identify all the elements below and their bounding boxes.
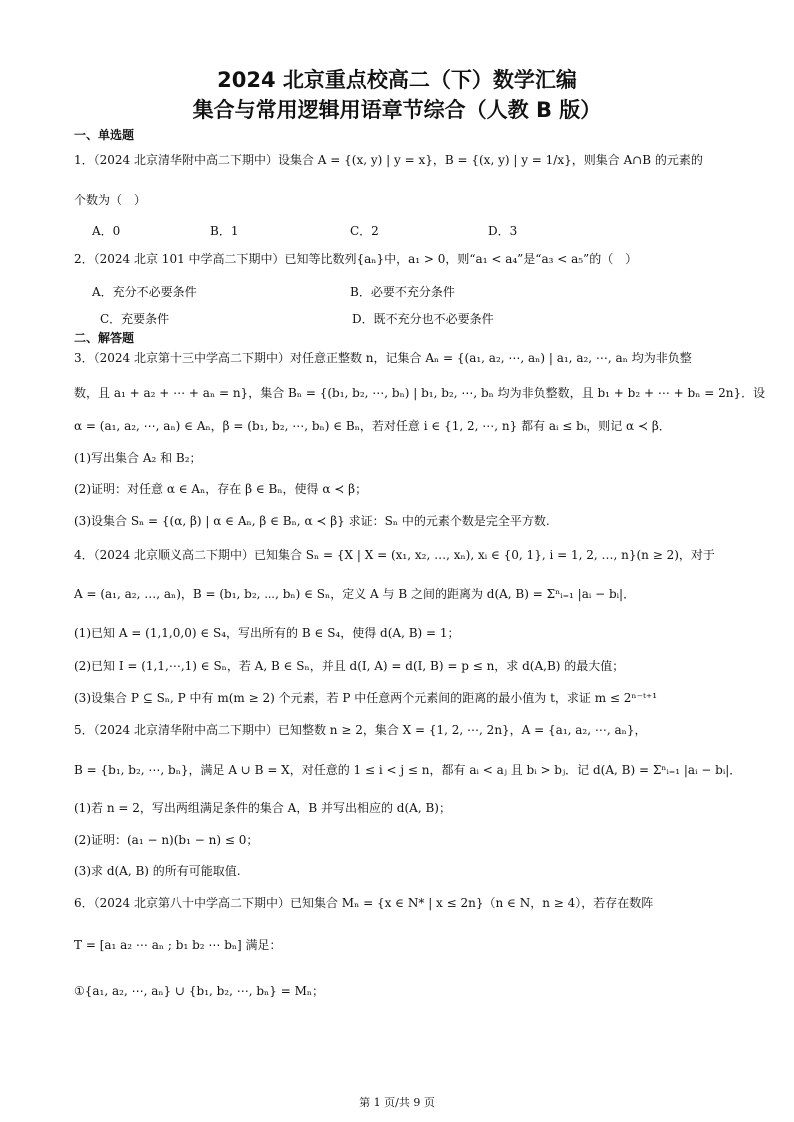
q3-line-3: α = (a₁, a₂, ⋯, aₙ) ∈ Aₙ，β = (b₁, b₂, ⋯, bₙ) ∈ Bₙ，若对任意 i ∈ {1, 2, ⋯, n} 都有 aᵢ ≤ bᵢ，则记 α ≺ β．: [74, 419, 671, 433]
q1-stem-line2: 个数为（ ）: [74, 193, 147, 207]
q3-part-2: (2)证明：对任意 α ∈ Aₙ，存在 β ∈ Bₙ，使得 α ≺ β；: [74, 482, 368, 496]
q2-stem: 2．（2024 北京 101 中学高二下期中）已知等比数列{aₙ}中，a₁ > 0，则“a₁ < a₄”是“a₃ < a₅”的（ ）: [74, 252, 638, 266]
title-line-2: 集合与常用逻辑用语章节综合（人教 B 版）: [192, 98, 602, 122]
q4-part-2: (2)已知 I = (1,1,⋯,1) ∈ Sₙ，若 A, B ∈ Sₙ，并且 d(I, A) = d(I, B) = p ≤ n，求 d(A,B) 的最大值；: [74, 659, 625, 673]
q5-part-3: (3)求 d(A, B) 的所有可能取值.: [74, 864, 241, 878]
q1-option-b: B．1: [210, 224, 239, 238]
section-single-choice: 一、单选题: [74, 128, 135, 142]
q2-option-c: C．充要条件: [100, 312, 170, 326]
q5-part-2: (2)证明：(a₁ − n)(b₁ − n) ≤ 0；: [74, 833, 259, 847]
q1-stem-line1: 1．（2024 北京清华附中高二下期中）设集合 A = {(x, y) | y = x}，B = {(x, y) | y = 1/x}，则集合 A∩B 的元素的: [74, 153, 703, 167]
q5-line-2: B = {b₁, b₂, ⋯, bₙ}，满足 A ∪ B = X，对任意的 1 ≤ i < j ≤ n，都有 aᵢ < aⱼ 且 bᵢ > bⱼ．记 d(A, B) = Σⁿᵢ₌₁ |aᵢ − bᵢ|．: [74, 763, 742, 777]
q2-option-d: D．既不充分也不必要条件: [352, 312, 494, 326]
q5-line-1: 5．（2024 北京清华附中高二下期中）已知整数 n ≥ 2，集合 X = {1, 2, ⋯, 2n}，A = {a₁, a₂, ⋯, aₙ}，: [74, 723, 647, 737]
q1-option-c: C．2: [350, 224, 379, 238]
q1-option-a: A．0: [92, 224, 121, 238]
q2-option-a: A．充分不必要条件: [92, 285, 197, 299]
page-footer: 第 1 页/共 9 页: [359, 1096, 435, 1109]
q3-part-3: (3)设集合 Sₙ = {(α, β) | α ∈ Aₙ, β ∈ Bₙ, α ≺ β} 求证：Sₙ 中的元素个数是完全平方数.: [74, 514, 550, 528]
q5-part-1: (1)若 n = 2，写出两组满足条件的集合 A，B 并写出相应的 d(A, B)；: [74, 801, 451, 815]
q4-part-1: (1)已知 A = (1,1,0,0) ∈ S₄，写出所有的 B ∈ S₄，使得 d(A, B) = 1；: [74, 626, 460, 640]
q2-option-b: B．必要不充分条件: [350, 285, 455, 299]
q6-matrix-line: T = [a₁ a₂ ⋯ aₙ ; b₁ b₂ ⋯ bₙ] 满足：: [74, 938, 282, 952]
q3-line-2: 数，且 a₁ + a₂ + ⋯ + aₙ = n}，集合 Bₙ = {(b₁, b₂, ⋯, bₙ) | b₁, b₂, ⋯, bₙ 均为非负整数，且 b₁ + b₂ + ⋯ + bₙ = 2n}．设: [74, 386, 766, 400]
q1-option-d: D．3: [488, 224, 518, 238]
q3-part-1: (1)写出集合 A₂ 和 B₂；: [74, 451, 202, 465]
q6-line-1: 6．（2024 北京第八十中学高二下期中）已知集合 Mₙ = {x ∈ N* | x ≤ 2n}（n ∈ N，n ≥ 4），若存在数阵: [74, 896, 654, 910]
q4-part-3: (3)设集合 P ⊆ Sₙ, P 中有 m(m ≥ 2) 个元素，若 P 中任意两个元素间的距离的最小值为 t，求证 m ≤ 2ⁿ⁻ᵗ⁺¹: [74, 691, 658, 705]
section-answer-questions: 二、解答题: [74, 331, 135, 345]
q4-line-2: A = (a₁, a₂, …, aₙ)，B = (b₁, b₂, ⋯, bₙ) ∈ Sₙ，定义 A 与 B 之间的距离为 d(A, B) = Σⁿᵢ₌₁ |aᵢ − bᵢ|．: [74, 587, 636, 601]
title-line-1: 2024 北京重点校高二（下）数学汇编: [217, 68, 577, 92]
q4-line-1: 4．（2024 北京顺义高二下期中）已知集合 Sₙ = {X | X = (x₁, x₂, …, xₙ), xᵢ ∈ {0, 1}, i = 1, 2, …, n}(n ≥ 2)，对于: [74, 548, 715, 562]
q3-line-1: 3．（2024 北京第十三中学高二下期中）对任意正整数 n，记集合 Aₙ = {(a₁, a₂, ⋯, aₙ) | a₁, a₂, ⋯, aₙ 均为非负整: [74, 351, 692, 365]
q6-condition-1: ①{a₁, a₂, ⋯, aₙ} ∪ {b₁, b₂, ⋯, bₙ} = Mₙ；: [74, 984, 325, 998]
